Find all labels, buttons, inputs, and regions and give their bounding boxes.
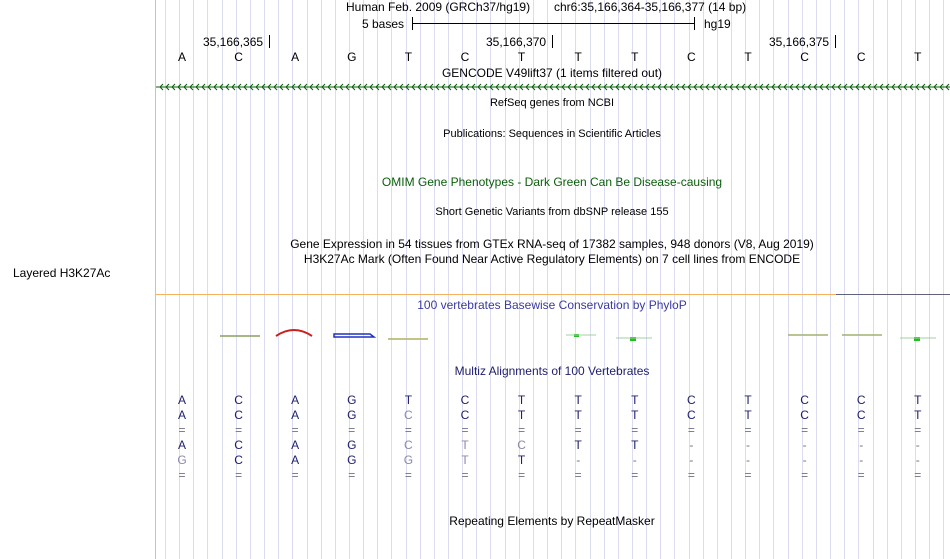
alignment-base: T [517, 408, 526, 422]
alignment-base: G [347, 453, 357, 467]
alignment-base: = [574, 423, 582, 437]
reference-base: T [631, 50, 639, 64]
alignment-base: C [517, 438, 526, 452]
alignment-base: = [687, 423, 695, 437]
alignment-base: = [518, 468, 526, 482]
alignment-base: - [859, 453, 864, 467]
alignment-base: = [744, 468, 752, 482]
reference-base: T [744, 50, 752, 64]
conservation-top-line [156, 294, 836, 295]
scale-bar-length: 5 bases [362, 17, 405, 31]
alignment-base: C [687, 393, 696, 407]
alignment-base: G [347, 408, 357, 422]
reference-base: T [574, 50, 582, 64]
scale-bar-right-tick [694, 17, 695, 30]
alignment-base: T [517, 393, 526, 407]
alignment-base: = [914, 423, 922, 437]
alignment-base: = [687, 468, 695, 482]
scale-bar-db: hg19 [704, 17, 731, 31]
refseq-track-title[interactable]: RefSeq genes from NCBI [489, 97, 615, 109]
alignment-base: = [235, 423, 243, 437]
alignment-base: = [404, 423, 412, 437]
alignment-base: = [461, 423, 469, 437]
coord-tick-label: 35,166,375 [769, 35, 830, 49]
alignment-base: C [460, 393, 470, 407]
alignment-base: = [291, 468, 299, 482]
alignment-base: T [914, 408, 922, 422]
alignment-base: T [461, 453, 469, 467]
alignment-base: T [631, 393, 639, 407]
alignment-base: = [404, 468, 412, 482]
conservation-top-line-gray [836, 294, 950, 295]
alignment-base: C [234, 438, 243, 452]
alignment-base: - [689, 453, 694, 467]
alignment-base: = [914, 468, 922, 482]
alignment-base: - [915, 438, 920, 452]
reference-base: C [800, 50, 809, 64]
publications-track-title[interactable]: Publications: Sequences in Scientific Articles [443, 128, 661, 140]
alignment-base: - [802, 453, 807, 467]
alignment-base: C [404, 408, 413, 422]
alignment-base: = [631, 423, 639, 437]
alignment-base: T [574, 408, 582, 422]
alignment-base: = [857, 423, 865, 437]
reference-base: T [914, 50, 922, 64]
alignment-base: = [801, 468, 809, 482]
gene-strand-feature[interactable] [156, 81, 950, 93]
omim-track-title[interactable]: OMIM Gene Phenotypes - Dark Green Can Be Disease-causing [381, 175, 723, 189]
alignment-base: T [914, 393, 922, 407]
alignment-base: C [800, 408, 809, 422]
alignment-base: = [235, 468, 243, 482]
reference-base: C [460, 50, 470, 64]
alignment-base: - [859, 438, 864, 452]
reference-base: A [291, 50, 300, 64]
alignment-base: T [404, 393, 413, 407]
alignment-base: - [746, 453, 750, 467]
coord-tick-mark [552, 35, 553, 48]
h3k27ac-track-label[interactable]: Layered H3K27Ac [13, 266, 111, 280]
gene-strand-chevrons [156, 81, 950, 93]
alignment-base: = [178, 468, 186, 482]
repeatmasker-track-title[interactable]: Repeating Elements by RepeatMasker [449, 514, 655, 528]
alignment-base: A [177, 438, 186, 452]
alignment-base: A [177, 408, 186, 422]
alignment-base: - [689, 438, 694, 452]
alignment-base: - [746, 438, 750, 452]
alignment-base: = [801, 423, 809, 437]
alignment-base: G [347, 438, 357, 452]
alignment-base: - [576, 453, 581, 467]
gencode-track-title[interactable]: GENCODE V49lift37 (1 items filtered out) [441, 66, 663, 80]
dbsnp-track-title[interactable]: Short Genetic Variants from dbSNP release 155 [435, 206, 669, 218]
assembly-name: Human Feb. 2009 (GRCh37/hg19) [346, 0, 531, 14]
reference-base: T [517, 50, 526, 64]
alignment-base: T [574, 438, 582, 452]
alignment-base: = [518, 423, 526, 437]
alignment-base: C [800, 393, 809, 407]
coord-tick-mark [835, 35, 836, 48]
reference-base: C [687, 50, 696, 64]
alignment-base: G [403, 453, 414, 467]
alignment-base: - [802, 438, 807, 452]
alignment-base: = [291, 423, 299, 437]
coord-tick-mark [269, 35, 270, 48]
alignment-base: A [177, 393, 186, 407]
alignment-base: = [744, 423, 752, 437]
alignment-base: C [460, 408, 470, 422]
alignment-base: = [348, 468, 356, 482]
conservation-plot[interactable] [156, 320, 950, 350]
alignment-base: C [234, 408, 243, 422]
alignment-base: A [291, 438, 300, 452]
h3k27ac-track-title[interactable]: H3K27Ac Mark (Often Found Near Active Regulatory Elements) on 7 cell lines from ENCODE [303, 252, 801, 266]
phylop-track-title[interactable]: 100 vertebrates Basewise Conservation by PhyloP [417, 298, 687, 312]
alignment-base: = [631, 468, 639, 482]
alignment-base: T [631, 438, 639, 452]
gtex-track-title[interactable]: Gene Expression in 54 tissues from GTEx RNA-seq of 17382 samples, 948 donors (V8, Aug 2019) [290, 237, 814, 251]
alignment-base: A [291, 408, 300, 422]
alignment-base: T [744, 393, 752, 407]
alignment-base: = [348, 423, 356, 437]
alignment-base: - [632, 453, 637, 467]
window-position-value: chr6:35,166,364-35,166,377 (14 bp) [554, 0, 747, 14]
reference-base: G [347, 50, 357, 64]
reference-base: C [234, 50, 243, 64]
alignment-base: = [178, 423, 186, 437]
alignment-base: = [461, 468, 469, 482]
alignment-base: T [744, 408, 752, 422]
coord-tick-label: 35,166,365 [203, 35, 264, 49]
alignment-base: C [856, 393, 866, 407]
reference-base: T [404, 50, 413, 64]
alignment-base: C [687, 408, 696, 422]
scale-bar [412, 23, 695, 24]
multiz-track-title[interactable]: Multiz Alignments of 100 Vertebrates [454, 364, 650, 378]
coord-tick-label: 35,166,370 [486, 35, 547, 49]
alignment-base: T [574, 393, 582, 407]
alignment-base: T [461, 438, 469, 452]
alignment-base: - [915, 453, 920, 467]
alignment-base: T [631, 408, 639, 422]
alignment-base: G [347, 393, 357, 407]
alignment-base: = [857, 468, 865, 482]
alignment-base: A [291, 393, 300, 407]
reference-base: A [177, 50, 186, 64]
alignment-base: A [291, 453, 300, 467]
alignment-base: C [856, 408, 866, 422]
alignment-base: G [177, 453, 187, 467]
track-label-column [0, 0, 155, 559]
alignment-base: C [234, 393, 243, 407]
alignment-base: T [517, 453, 526, 467]
reference-base: C [856, 50, 866, 64]
alignment-base: C [404, 438, 413, 452]
alignment-base: = [574, 468, 582, 482]
alignment-base: C [234, 453, 243, 467]
